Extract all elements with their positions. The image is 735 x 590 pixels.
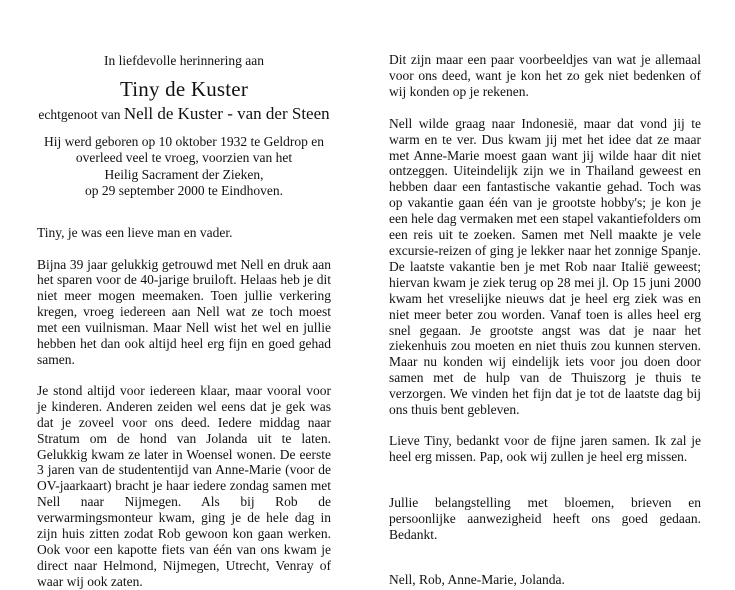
paragraph-examples: Dit zijn maar een paar voorbeeldjes van wat je allemaal voor ons deed, want je kon het zo gek niet bedenken of wij konden op je rekenen. <box>389 52 701 99</box>
deceased-name: Tiny de Kuster <box>119 77 249 101</box>
birth-line: Heilig Sacrament der Zieken, <box>104 166 264 182</box>
spouse-prefix: echtgenoot van <box>38 107 121 122</box>
intro-line: In liefdevolle herinnering aan <box>103 53 265 68</box>
paragraph-holidays: Nell wilde graag naar Indonesië, maar dat vond jij te warm en te ver. Dus kwam jij met het idee dat ze maar met Anne-Marie moest gaan want jij wilde haar dit niet ontzeggen. Uiteindelijk zijn we in Thailand geweest en hebben daar een fantastische vakantie gehad. Toch was op vakantie gaan één van je grootste hobby's; je kon je een hele dag vermaken met een stapel vakantiefolders om een reis uit te zoeken. Samen met Nell maakte je vele excursie-reizen of ging je lekker naar het zonnige Spanje. De laatste vakantie ben je met Rob naar Italië geweest; hiervan kwam je ziek terug op 28 mei jl. Op 15 juni 2000 kwam het vreselijke nieuws dat je heel erg ziek was en niet meer beter zou worden. Vanaf toen is alles heel erg snel gegaan. Je grootste angst was dat je naar het ziekenhuis zou moeten en niet thuis zou kunnen sterven. Maar nu konden wij eindelijk iets voor jou doen door samen met de hulp van de Thuiszorg je thuis te verzorgen. We vinden het fijn dat je tot de laatste dag bij ons thuis bent gebleven. <box>389 115 701 418</box>
birth-line: Hij werd geboren op 10 oktober 1932 te Geldrop en <box>43 134 325 149</box>
birth-line: op 29 september 2000 te Eindhoven. <box>85 183 283 199</box>
paragraph-farewell: Lieve Tiny, bedankt voor de fijne jaren samen. Ik zal je heel erg missen. Pap, ook wij zullen je heel erg missen. <box>389 432 701 464</box>
spouse-name: Nell de Kuster - van der Steen <box>123 104 330 123</box>
left-column <box>37 52 331 590</box>
birth-death-details <box>37 134 331 200</box>
paragraph-marriage: Bijna 39 jaar gelukkig getrouwd met Nell en druk aan het sparen voor de 40-jarige bruiloft. Helaas heb je dit niet meer mogen meemaken. Toen jullie verkering kregen, vroeg iedereen aan Nell wat ze toch moest met een vuilnisman. Maar Nell wist het wel en jullie hebben het dan ook altijd heel erg fijn en goed gehad samen. <box>37 256 331 367</box>
paragraph-opening: Tiny, je was een lieve man en vader. <box>37 224 233 240</box>
paragraph-thanks: Jullie belangstelling met bloemen, brieven en persoonlijke aanwezigheid heeft ons goed gedaan. Bedankt. <box>389 494 701 542</box>
right-column <box>389 52 701 588</box>
paragraph-always-there: Je stond altijd voor iedereen klaar, maar vooral voor je kinderen. Anderen zeiden wel eens dat je gek was dat je zoveel voor ons deed. Iedere middag naar Stratum om de hond van Jolanda uit te laten. Gelukkig kwam ze later in Woensel wonen. De eerste 3 jaren van de studententijd van Anne-Marie (voor de OV-jaarkaart) bracht je haar iedere zondag samen met Nell naar Nijmegen. Als bij Rob de verwarmingsmonteur kwam, ging je de hele dag in zijn huis zitten zodat Rob gewoon kon gaan werken. Ook voor een kapotte fiets van één van ons kwam je direct naar Helmond, Nijmegen, Utrecht, Venray of waar wij ook zaten. <box>37 382 331 589</box>
spouse-line <box>37 105 331 124</box>
card-header <box>37 52 331 200</box>
signature: Nell, Rob, Anne-Marie, Jolanda. <box>389 572 565 588</box>
birth-line: overleed veel te vroeg, voorzien van het <box>75 150 293 166</box>
